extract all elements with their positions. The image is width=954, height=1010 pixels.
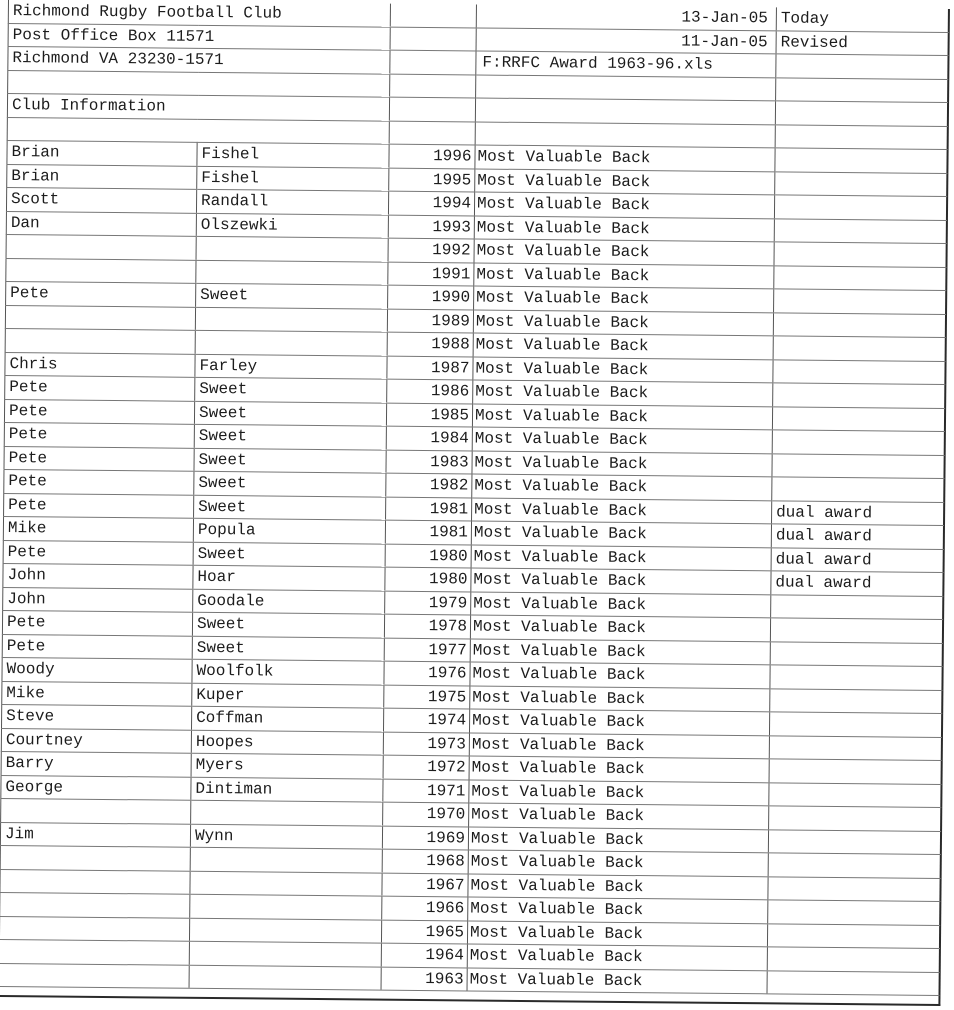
first-name-cell: Pete [2,634,192,659]
year-cell: 1984 [386,426,472,450]
year-cell: 1968 [382,849,468,873]
empty-cell [390,4,476,28]
first-name-cell: Pete [6,281,196,306]
first-name-cell: Brian [7,140,197,165]
year-cell: 1996 [389,144,475,168]
year-cell: 1994 [388,191,474,215]
note-cell [774,242,946,267]
year-cell: 1987 [387,356,473,380]
year-cell: 1979 [385,591,471,615]
last-name-cell [190,847,382,872]
empty-cell [476,74,776,100]
note-cell [774,218,946,243]
award-cell: Most Valuable Back [467,920,767,946]
note-cell [768,829,940,854]
last-name-cell: Farley [195,354,387,379]
empty-cell [390,50,476,74]
first-name-cell [6,234,196,259]
revised-label: Revised [776,30,948,55]
last-name-cell [189,918,381,943]
note-cell [770,665,942,690]
first-name-cell: Pete [4,469,194,494]
award-cell: Most Valuable Back [468,897,768,923]
note-cell [775,148,947,173]
award-cell: Most Valuable Back [473,309,773,335]
first-name-cell [0,916,190,941]
year-cell: 1980 [385,567,471,591]
note-cell [772,406,944,431]
last-name-cell: Sweet [195,377,387,402]
first-name-cell [5,305,195,330]
year-cell: 1992 [388,238,474,262]
award-cell: Most Valuable Back [472,450,772,476]
empty-cell [776,54,948,79]
year-cell: 1974 [383,708,469,732]
note-cell [771,594,943,619]
year-cell: 1966 [382,896,468,920]
award-cell: Most Valuable Back [469,803,769,829]
note-cell [768,900,940,925]
last-name-cell: Dintiman [191,777,383,802]
year-cell: 1988 [387,332,473,356]
note-cell [769,806,941,831]
note-cell [770,641,942,666]
last-name-cell: Sweet [193,542,385,567]
note-cell [769,712,941,737]
year-cell: 1986 [387,379,473,403]
award-cell: Most Valuable Back [471,544,771,570]
award-cell: Most Valuable Back [467,944,767,970]
last-name-cell [190,871,382,896]
revised-date: 11-Jan-05 [476,27,776,53]
note-cell [769,759,941,784]
first-name-cell: Woody [2,657,192,682]
last-name-cell: Woolfolk [192,659,384,684]
award-cell: Most Valuable Back [469,732,769,758]
note-cell [770,688,942,713]
last-name-cell [195,330,387,355]
year-cell: 1983 [386,450,472,474]
year-cell: 1981 [385,520,471,544]
year-cell: 1990 [388,285,474,309]
note-cell [770,618,942,643]
section-title: Club Information [7,94,389,121]
note-cell [772,453,944,478]
last-name-cell: Hoopes [191,730,383,755]
last-name-cell: Sweet [194,424,386,449]
last-name-cell: Sweet [194,495,386,520]
note-cell [767,947,939,972]
note-cell [773,312,945,337]
first-name-cell: Pete [4,446,194,471]
year-cell: 1981 [386,497,472,521]
empty-cell [475,121,775,147]
first-name-cell [0,892,190,917]
award-cell: Most Valuable Back [472,427,772,453]
note-cell [768,876,940,901]
last-name-cell: Coffman [192,706,384,731]
year-cell: 1969 [382,826,468,850]
last-name-cell [195,307,387,332]
empty-cell [390,74,476,98]
first-name-cell: Barry [1,751,191,776]
first-name-cell: Brian [7,164,197,189]
award-cell: Most Valuable Back [472,497,772,523]
last-name-cell: Sweet [194,448,386,473]
last-name-cell: Sweet [196,283,388,308]
first-name-cell [0,869,190,894]
empty-cell [776,77,948,102]
award-cell: Most Valuable Back [471,568,771,594]
note-cell: dual award [772,500,944,525]
award-cell: Most Valuable Back [471,591,771,617]
note-cell [775,171,947,196]
first-name-cell [6,258,196,283]
first-name-cell [5,328,195,353]
award-cell: Most Valuable Back [474,286,774,312]
year-cell: 1973 [383,732,469,756]
award-cell: Most Valuable Back [474,262,774,288]
award-cell: Most Valuable Back [472,474,772,500]
last-name-cell: Fishel [197,142,389,167]
award-cell: Most Valuable Back [468,850,768,876]
last-name-cell: Popula [193,518,385,543]
first-name-cell: Pete [4,422,194,447]
last-name-cell: Goodale [193,589,385,614]
year-cell: 1963 [381,967,467,991]
year-cell: 1976 [384,661,470,685]
filename: F:RRFC Award 1963-96.xls [476,51,776,77]
first-name-cell: Scott [6,187,196,212]
last-name-cell: Kuper [192,683,384,708]
last-name-cell: Sweet [192,636,384,661]
award-cell: Most Valuable Back [473,380,773,406]
city-line: Richmond VA 23230-1571 [8,47,390,74]
note-cell [772,430,944,455]
note-cell [774,265,946,290]
empty-cell [389,97,475,121]
award-cell: Most Valuable Back [472,403,772,429]
note-cell: dual award [771,547,943,572]
award-cell: Most Valuable Back [475,145,775,171]
last-name-cell [189,941,381,966]
award-cell: Most Valuable Back [471,521,771,547]
first-name-cell [0,939,189,964]
first-name-cell: Courtney [1,728,191,753]
year-cell: 1975 [384,685,470,709]
award-cell: Most Valuable Back [470,685,770,711]
year-cell: 1995 [389,168,475,192]
first-name-cell: Pete [4,399,194,424]
last-name-cell: Randall [196,189,388,214]
award-cell: Most Valuable Back [469,779,769,805]
award-cell: Most Valuable Back [474,239,774,265]
first-name-cell: Jim [0,822,190,847]
award-cell: Most Valuable Back [473,356,773,382]
award-cell: Most Valuable Back [468,826,768,852]
note-cell [767,923,939,948]
club-name: Richmond Rugby Football Club [8,0,390,27]
year-cell: 1978 [384,614,470,638]
first-name-cell: John [3,563,193,588]
award-cell: Most Valuable Back [469,709,769,735]
year-cell: 1972 [383,755,469,779]
award-cell: Most Valuable Back [474,192,774,218]
last-name-cell [196,260,388,285]
first-name-cell: Mike [3,516,193,541]
year-cell: 1980 [385,544,471,568]
first-name-cell [1,798,191,823]
last-name-cell: Sweet [194,401,386,426]
year-cell: 1985 [386,403,472,427]
first-name-cell: Chris [5,352,195,377]
last-name-cell: Sweet [194,471,386,496]
last-name-cell [190,894,382,919]
empty-cell [775,101,947,126]
year-cell: 1965 [381,920,467,944]
today-label: Today [776,7,948,32]
first-name-cell: Pete [2,610,192,635]
last-name-cell: Fishel [197,166,389,191]
empty-cell [389,121,475,145]
year-cell: 1971 [383,779,469,803]
last-name-cell [196,236,388,261]
first-name-cell: Pete [4,493,194,518]
last-name-cell: Sweet [192,612,384,637]
year-cell: 1977 [384,638,470,662]
note-cell [768,853,940,878]
last-name-cell [189,965,381,990]
note-cell [773,359,945,384]
award-cell: Most Valuable Back [470,662,770,688]
award-cell: Most Valuable Back [468,873,768,899]
empty-cell [475,98,775,124]
note-cell: dual award [771,571,943,596]
today-date: 13-Jan-05 [476,4,776,30]
note-cell [773,336,945,361]
note-cell [772,477,944,502]
first-name-cell [0,845,190,870]
award-cell: Most Valuable Back [467,967,767,993]
empty-cell [775,124,947,149]
first-name-cell: Dan [6,211,196,236]
award-cell: Most Valuable Back [470,638,770,664]
last-name-cell: Olszewki [196,213,388,238]
year-cell: 1967 [382,873,468,897]
award-cell: Most Valuable Back [470,615,770,641]
award-cell: Most Valuable Back [473,333,773,359]
note-cell [773,383,945,408]
year-cell: 1989 [387,309,473,333]
first-name-cell [0,963,189,988]
year-cell: 1982 [386,473,472,497]
first-name-cell: Steve [2,704,192,729]
first-name-cell: John [3,587,193,612]
first-name-cell: Pete [3,540,193,565]
award-cell: Most Valuable Back [474,215,774,241]
last-name-cell: Hoar [193,565,385,590]
year-cell: 1993 [388,215,474,239]
first-name-cell: Mike [2,681,192,706]
note-cell: dual award [771,524,943,549]
note-cell [774,289,946,314]
year-cell: 1970 [383,802,469,826]
address-line: Post Office Box 11571 [8,23,390,50]
first-name-cell: George [1,775,191,800]
award-cell: Most Valuable Back [469,756,769,782]
last-name-cell: Wynn [190,824,382,849]
note-cell [767,970,939,995]
year-cell: 1991 [388,262,474,286]
note-cell [769,735,941,760]
first-name-cell: Pete [5,375,195,400]
last-name-cell [191,800,383,825]
empty-cell [390,27,476,51]
note-cell [769,782,941,807]
note-cell [774,195,946,220]
award-cell: Most Valuable Back [475,168,775,194]
year-cell: 1964 [381,943,467,967]
last-name-cell: Myers [191,753,383,778]
